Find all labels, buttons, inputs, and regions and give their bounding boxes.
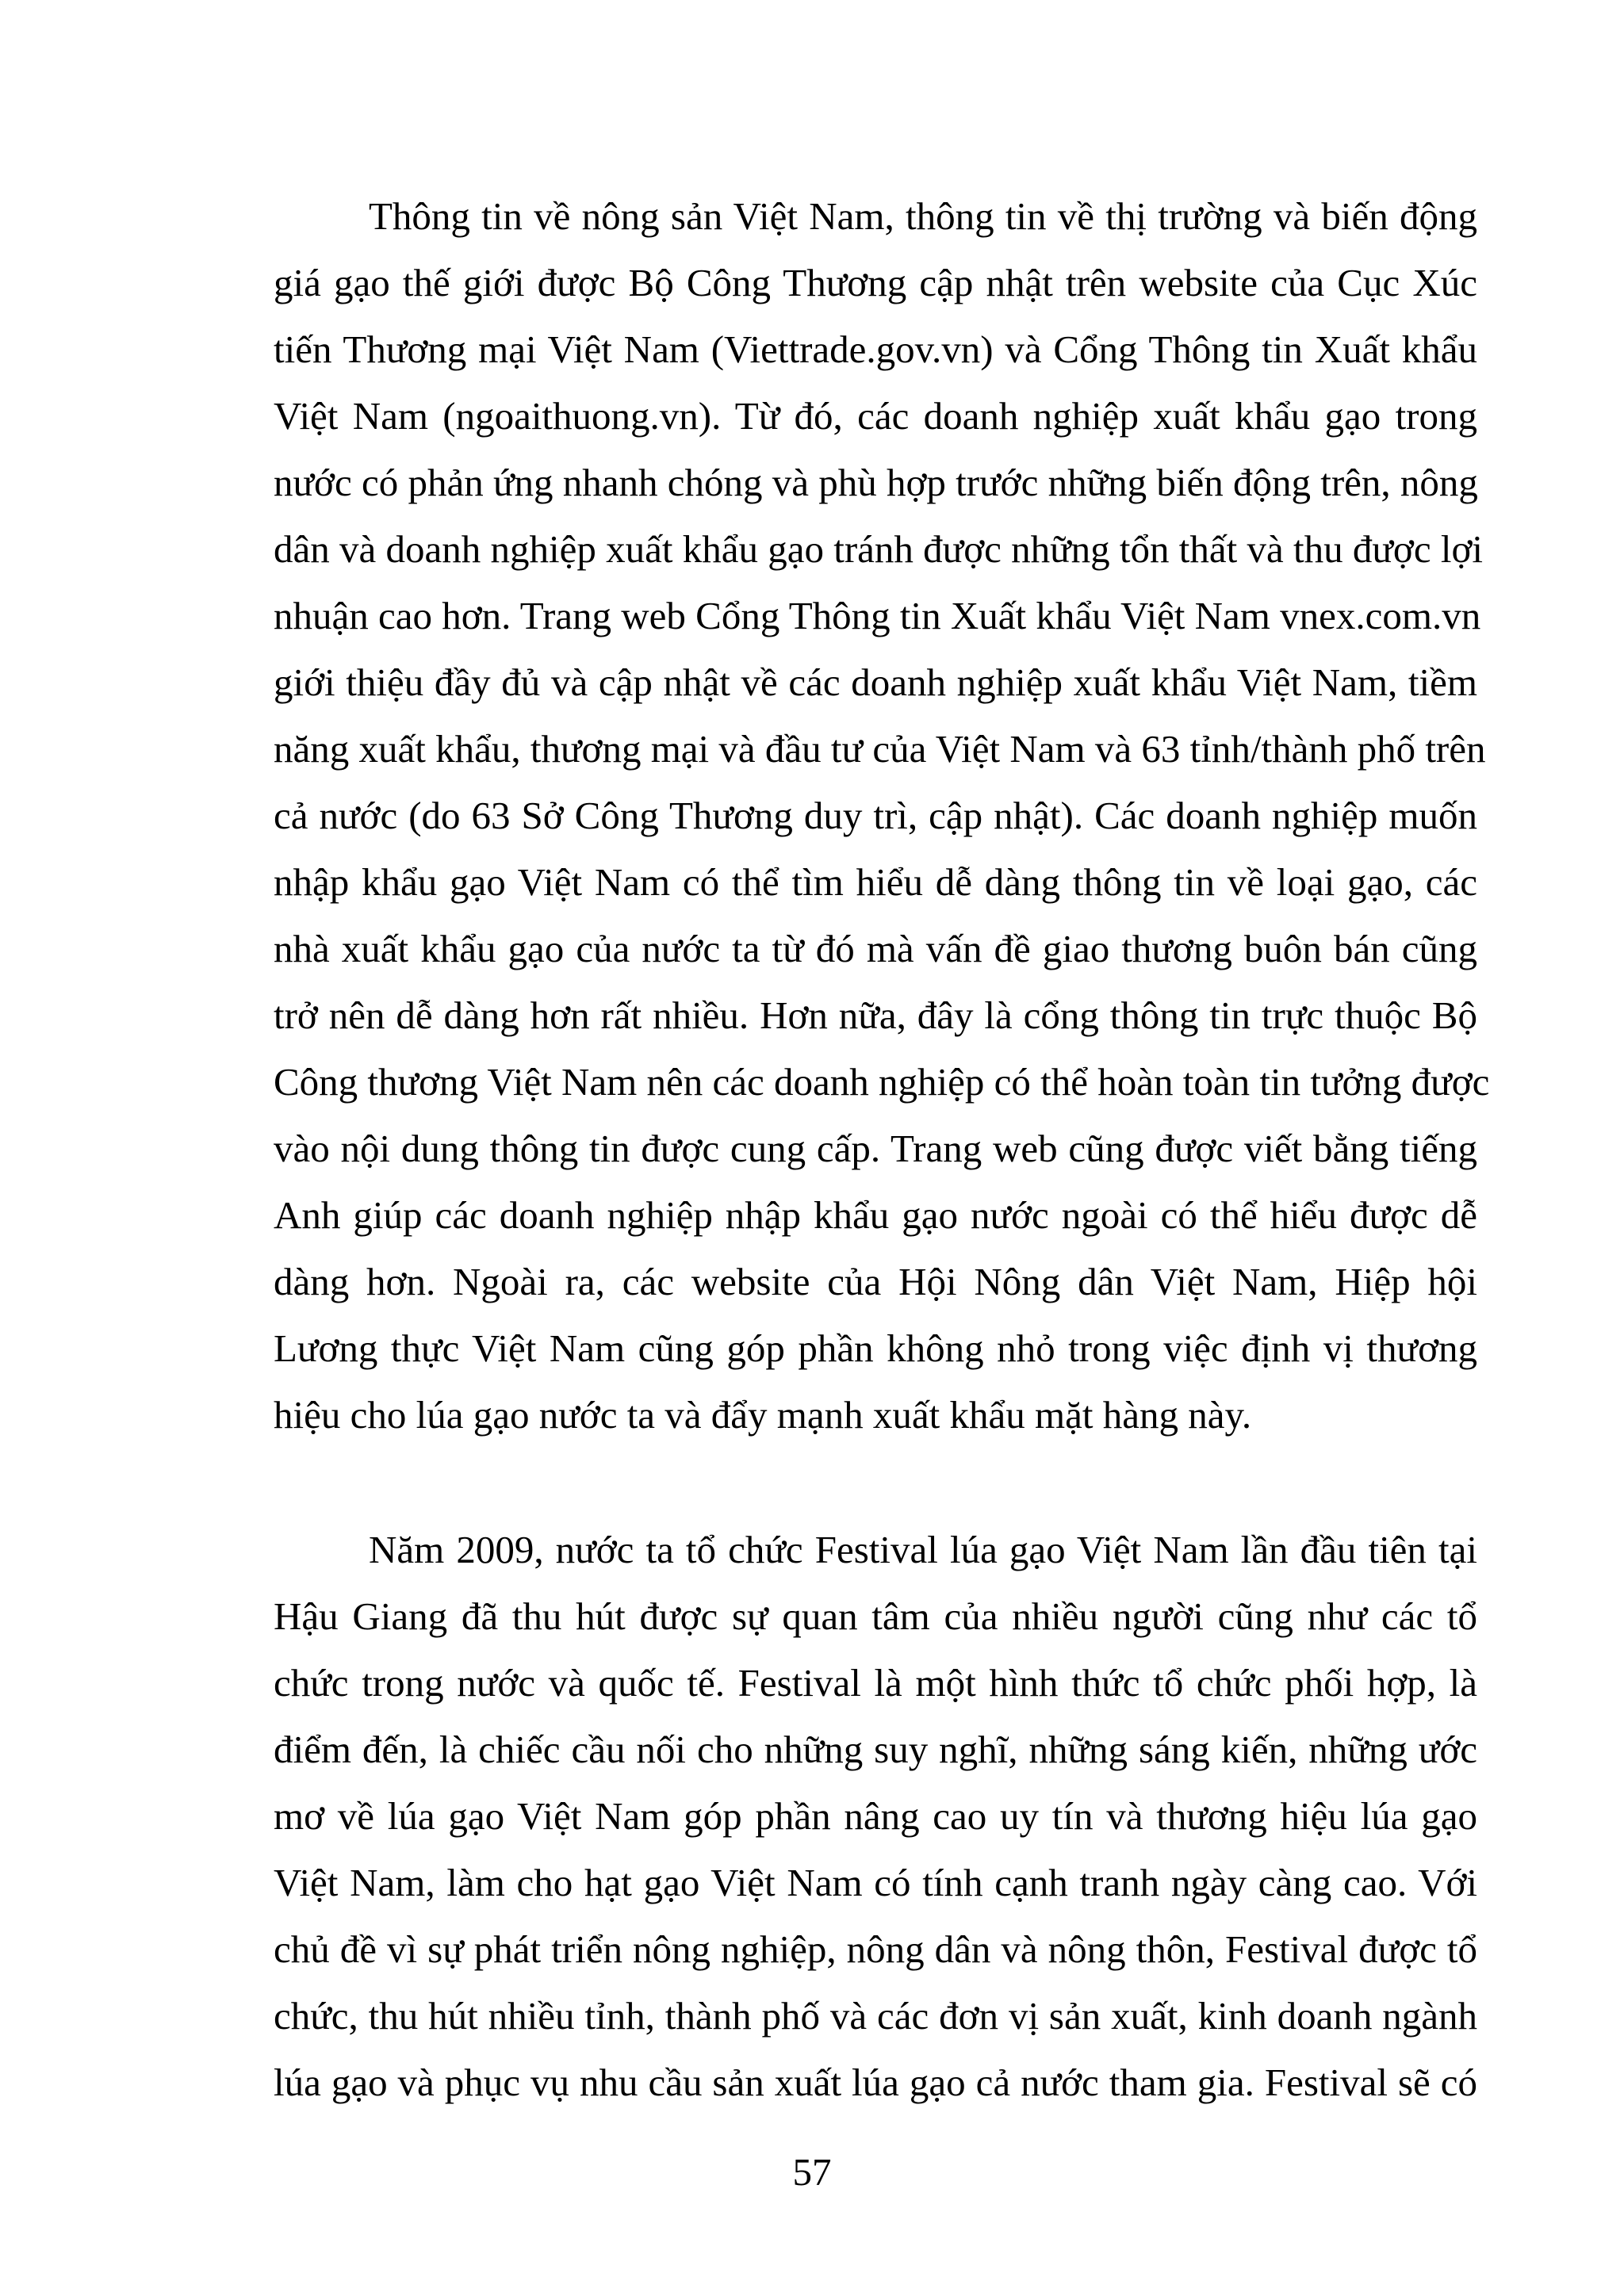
text-line: dân và doanh nghiệp xuất khẩu gạo tránh được những tổn thất và thu được lợi	[274, 527, 1483, 571]
text-line: cả nước (do 63 Sở Công Thương duy trì, cập nhật). Các doanh nghiệp muốn	[274, 794, 1477, 837]
text-line: Lương thực Việt Nam cũng góp phần không nhỏ trong việc định vị thương	[274, 1326, 1477, 1370]
text-line: Việt Nam (ngoaithuong.vn). Từ đó, các doanh nghiệp xuất khẩu gạo trong	[274, 394, 1477, 438]
page-number: 57	[792, 2150, 832, 2194]
text-line: lúa gạo và phục vụ nhu cầu sản xuất lúa gạo cả nước tham gia. Festival sẽ có	[274, 2061, 1477, 2104]
text-line: mơ về lúa gạo Việt Nam góp phần nâng cao uy tín và thương hiệu lúa gạo	[274, 1794, 1477, 1838]
paragraph-rice-festival	[274, 1517, 1477, 2116]
text-line: nhà xuất khẩu gạo của nước ta từ đó mà vấn đề giao thương buôn bán cũng	[274, 927, 1477, 970]
text-line: nước có phản ứng nhanh chóng và phù hợp trước những biến động trên, nông	[274, 461, 1478, 504]
text-line: Năm 2009, nước ta tổ chức Festival lúa gạo Việt Nam lần đầu tiên tại	[369, 1528, 1477, 1571]
paragraph-trade-information	[274, 183, 1490, 1448]
text-line: điểm đến, là chiếc cầu nối cho những suy nghĩ, những sáng kiến, những ước	[274, 1728, 1477, 1771]
text-line: nhập khẩu gạo Việt Nam có thể tìm hiểu dễ dàng thông tin về loại gạo, các	[274, 860, 1477, 904]
text-line: vào nội dung thông tin được cung cấp. Trang web cũng được viết bằng tiếng	[274, 1127, 1477, 1170]
text-line: trở nên dễ dàng hơn rất nhiều. Hơn nữa, đây là cổng thông tin trực thuộc Bộ	[274, 993, 1477, 1037]
text-line: nhuận cao hơn. Trang web Cổng Thông tin Xuất khẩu Việt Nam vnex.com.vn	[274, 594, 1481, 637]
text-line: giới thiệu đầy đủ và cập nhật về các doanh nghiệp xuất khẩu Việt Nam, tiềm	[274, 660, 1477, 704]
text-line: tiến Thương mại Việt Nam (Viettrade.gov.vn) và Cổng Thông tin Xuất khẩu	[274, 327, 1477, 371]
text-line: chức, thu hút nhiều tỉnh, thành phố và các đơn vị sản xuất, kinh doanh ngành	[274, 1994, 1477, 2038]
text-line: Công thương Việt Nam nên các doanh nghiệp có thể hoàn toàn tin tưởng được	[274, 1060, 1490, 1104]
text-line: chức trong nước và quốc tế. Festival là một hình thức tổ chức phối hợp, là	[274, 1661, 1477, 1705]
text-line: Hậu Giang đã thu hút được sự quan tâm của nhiều người cũng như các tổ	[274, 1594, 1477, 1638]
text-line: Anh giúp các doanh nghiệp nhập khẩu gạo nước ngoài có thể hiểu được dễ	[274, 1193, 1477, 1237]
text-line: hiệu cho lúa gạo nước ta và đẩy mạnh xuất khẩu mặt hàng này.	[274, 1393, 1252, 1437]
text-line: Việt Nam, làm cho hạt gạo Việt Nam có tính cạnh tranh ngày càng cao. Với	[274, 1861, 1477, 1904]
text-line: Thông tin về nông sản Việt Nam, thông tin về thị trường và biến động	[369, 194, 1477, 238]
text-line: năng xuất khẩu, thương mại và đầu tư của Việt Nam và 63 tỉnh/thành phố trên	[274, 727, 1486, 771]
text-line: giá gạo thế giới được Bộ Công Thương cập nhật trên website của Cục Xúc	[274, 261, 1477, 304]
text-line: chủ đề vì sự phát triển nông nghiệp, nông dân và nông thôn, Festival được tổ	[274, 1927, 1477, 1971]
text-line: dàng hơn. Ngoài ra, các website của Hội Nông dân Việt Nam, Hiệp hội	[274, 1260, 1477, 1303]
